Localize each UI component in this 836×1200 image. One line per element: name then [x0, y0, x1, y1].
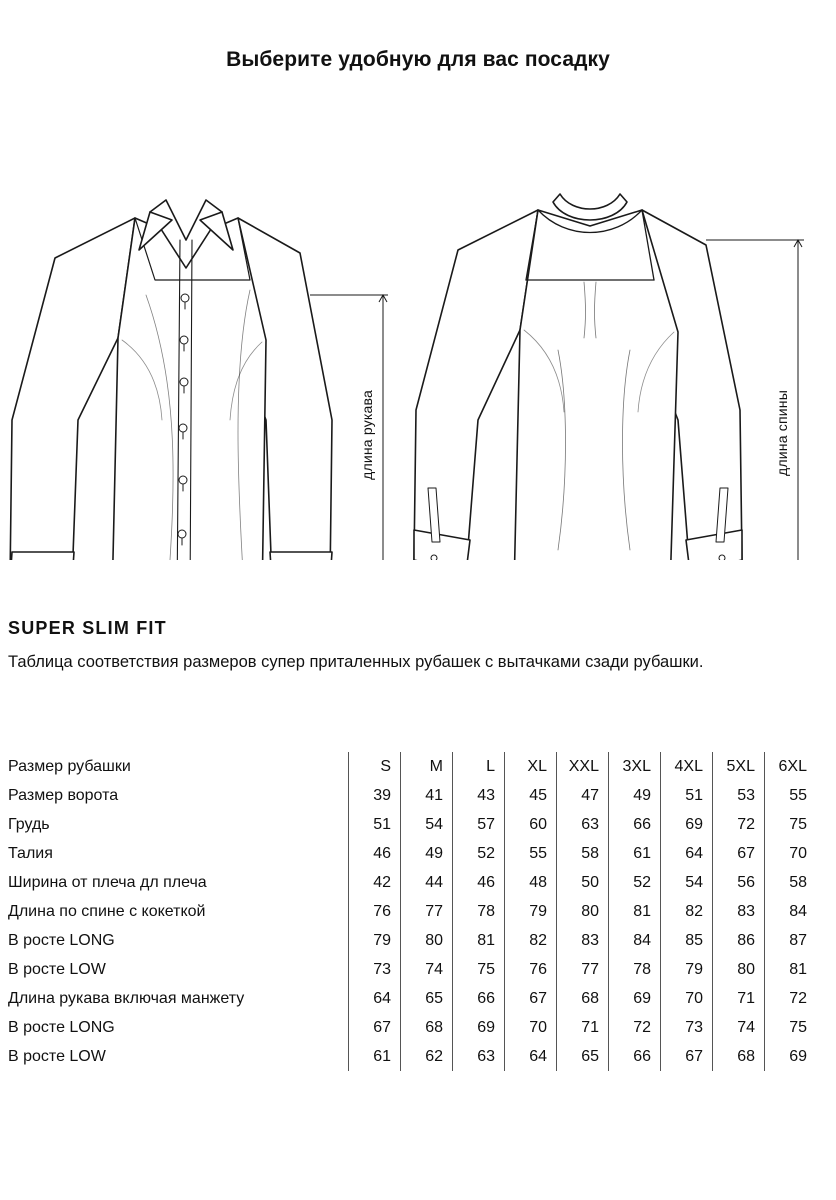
cell: 63: [557, 810, 609, 839]
cell: 71: [557, 1013, 609, 1042]
cell: 86: [713, 926, 765, 955]
cell: 68: [401, 1013, 453, 1042]
cell: 54: [401, 810, 453, 839]
cell: 80: [713, 955, 765, 984]
cell: 39: [349, 781, 401, 810]
table-row: [8, 752, 816, 781]
cell: M: [401, 752, 453, 781]
cell: 44: [401, 868, 453, 897]
cell: 65: [401, 984, 453, 1013]
cell: 65: [557, 1042, 609, 1071]
cell: XXL: [557, 752, 609, 781]
cell: 51: [349, 810, 401, 839]
cell: 41: [401, 781, 453, 810]
table-row: [8, 868, 816, 897]
row-label: В росте LOW: [8, 1047, 106, 1065]
cell: 77: [401, 897, 453, 926]
cell: 80: [557, 897, 609, 926]
cell: 58: [765, 868, 817, 897]
cell: 81: [609, 897, 661, 926]
cell: 57: [453, 810, 505, 839]
cell: 47: [557, 781, 609, 810]
cell: 55: [765, 781, 817, 810]
row-label: Длина рукава включая манжету: [8, 989, 245, 1007]
cell: 55: [505, 839, 557, 868]
cell: 63: [453, 1042, 505, 1071]
table-row: [8, 781, 816, 810]
cell: 62: [401, 1042, 453, 1071]
cell: 67: [505, 984, 557, 1013]
cell: XL: [505, 752, 557, 781]
row-label: Грудь: [8, 815, 50, 833]
cell: 46: [349, 839, 401, 868]
cell: 51: [661, 781, 713, 810]
table-row: [8, 839, 816, 868]
shirt-front-illustration: [0, 90, 420, 560]
cell: 79: [505, 897, 557, 926]
cell: 60: [505, 810, 557, 839]
cell: 3XL: [609, 752, 661, 781]
cell: 80: [401, 926, 453, 955]
cell: 83: [557, 926, 609, 955]
cell: 56: [713, 868, 765, 897]
cell: L: [453, 752, 505, 781]
table-row: [8, 897, 816, 926]
cell: 72: [713, 810, 765, 839]
cell: 64: [661, 839, 713, 868]
shirt-back-illustration: [406, 90, 826, 560]
table-row: [8, 1013, 816, 1042]
cell: 66: [609, 1042, 661, 1071]
cell: 46: [453, 868, 505, 897]
cell: 54: [661, 868, 713, 897]
cell: 87: [765, 926, 817, 955]
cell: 58: [557, 839, 609, 868]
cell: 68: [713, 1042, 765, 1071]
cell: 6XL: [765, 752, 817, 781]
page-title: Выберите удобную для вас посадку: [226, 48, 610, 71]
table-row: [8, 955, 816, 984]
cell: 82: [505, 926, 557, 955]
cell: 66: [609, 810, 661, 839]
row-label: Ширина от плеча дл плеча: [8, 873, 207, 891]
cell: 69: [765, 1042, 817, 1071]
fit-description: Таблица соответствия размеров супер приталенных рубашек с вытачками сзади рубашки.: [8, 653, 704, 671]
cell: 81: [765, 955, 817, 984]
cell: 53: [713, 781, 765, 810]
cell: 69: [661, 810, 713, 839]
cell: 72: [765, 984, 817, 1013]
cell: 78: [609, 955, 661, 984]
cell: 83: [713, 897, 765, 926]
row-label: В росте LONG: [8, 931, 115, 949]
cell: 61: [349, 1042, 401, 1071]
cell: 75: [453, 955, 505, 984]
cell: 72: [609, 1013, 661, 1042]
shirt-illustrations: [0, 90, 836, 560]
cell: 49: [401, 839, 453, 868]
cell: 61: [609, 839, 661, 868]
row-label: В росте LONG: [8, 1018, 115, 1036]
cell: 82: [661, 897, 713, 926]
row-label: Длина по спине с кокеткой: [8, 902, 206, 920]
cell: 85: [661, 926, 713, 955]
size-table-body: [8, 752, 816, 1071]
cell: 52: [609, 868, 661, 897]
cell: 49: [609, 781, 661, 810]
cell: 76: [505, 955, 557, 984]
cell: 4XL: [661, 752, 713, 781]
cell: 5XL: [713, 752, 765, 781]
size-table: [8, 752, 816, 1071]
cell: 81: [453, 926, 505, 955]
back-length-label: длина спины: [774, 390, 790, 476]
table-row: [8, 1042, 816, 1071]
cell: 70: [505, 1013, 557, 1042]
cell: 50: [557, 868, 609, 897]
cell: 79: [661, 955, 713, 984]
cell: S: [349, 752, 401, 781]
cell: 79: [349, 926, 401, 955]
cell: 52: [453, 839, 505, 868]
cell: 48: [505, 868, 557, 897]
row-label: В росте LOW: [8, 960, 106, 978]
cell: 66: [453, 984, 505, 1013]
sleeve-length-label: длина рукава: [359, 390, 375, 480]
cell: 84: [765, 897, 817, 926]
cell: 71: [713, 984, 765, 1013]
cell: 67: [661, 1042, 713, 1071]
table-row: [8, 984, 816, 1013]
cell: 84: [609, 926, 661, 955]
cell: 74: [713, 1013, 765, 1042]
cell: 70: [661, 984, 713, 1013]
row-label: Размер рубашки: [8, 757, 131, 775]
cell: 73: [661, 1013, 713, 1042]
cell: 69: [453, 1013, 505, 1042]
table-row: [8, 810, 816, 839]
row-label: Талия: [8, 844, 53, 862]
cell: 68: [557, 984, 609, 1013]
table-row: [8, 926, 816, 955]
cell: 69: [609, 984, 661, 1013]
cell: 70: [765, 839, 817, 868]
cell: 64: [505, 1042, 557, 1071]
cell: 76: [349, 897, 401, 926]
cell: 67: [349, 1013, 401, 1042]
cell: 45: [505, 781, 557, 810]
cell: 74: [401, 955, 453, 984]
cell: 42: [349, 868, 401, 897]
cell: 75: [765, 810, 817, 839]
cell: 78: [453, 897, 505, 926]
cell: 64: [349, 984, 401, 1013]
cell: 67: [713, 839, 765, 868]
cell: 43: [453, 781, 505, 810]
cell: 77: [557, 955, 609, 984]
row-label: Размер ворота: [8, 786, 119, 804]
cell: 75: [765, 1013, 817, 1042]
fit-name: SUPER SLIM FIT: [8, 618, 167, 638]
cell: 73: [349, 955, 401, 984]
